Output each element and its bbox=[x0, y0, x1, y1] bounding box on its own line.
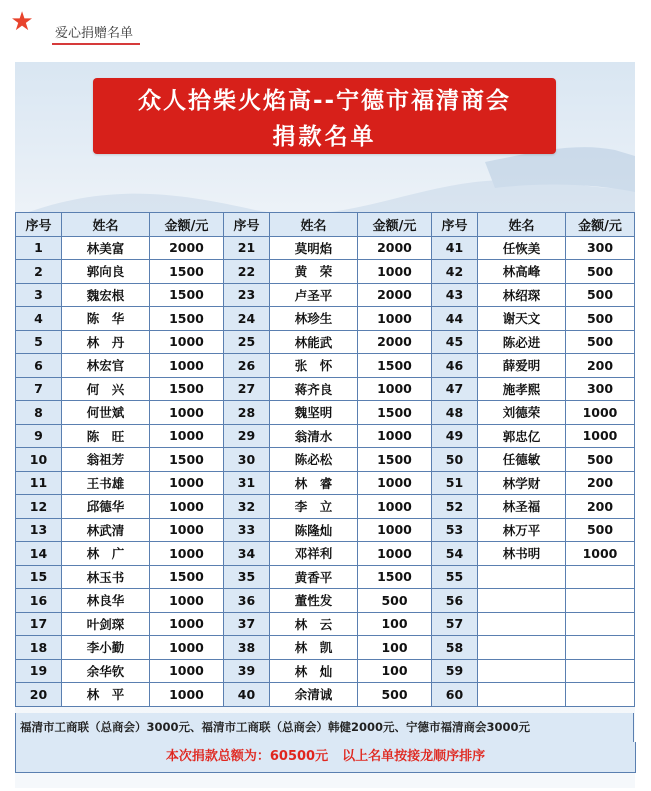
seq-cell: 3 bbox=[16, 283, 62, 307]
amount-cell: 1500 bbox=[358, 448, 432, 472]
table-row bbox=[16, 448, 635, 472]
table-row bbox=[16, 589, 635, 613]
star-icon: ★ bbox=[10, 7, 34, 37]
name-cell: 林学财 bbox=[478, 471, 566, 495]
name-cell: 林能武 bbox=[270, 330, 358, 354]
amount-cell: 1500 bbox=[150, 260, 224, 284]
name-cell bbox=[478, 659, 566, 683]
seq-cell: 57 bbox=[432, 612, 478, 636]
seq-cell: 5 bbox=[16, 330, 62, 354]
seq-cell: 14 bbox=[16, 542, 62, 566]
amount-cell bbox=[566, 612, 635, 636]
amount-cell bbox=[566, 636, 635, 660]
table-row bbox=[16, 424, 635, 448]
column-header: 序号 bbox=[224, 213, 270, 237]
table-row bbox=[16, 495, 635, 519]
amount-cell: 1500 bbox=[150, 283, 224, 307]
name-cell: 施孝熙 bbox=[478, 377, 566, 401]
seq-cell: 1 bbox=[16, 236, 62, 260]
name-cell: 陈隆灿 bbox=[270, 518, 358, 542]
table-row bbox=[16, 307, 635, 331]
table-row bbox=[16, 377, 635, 401]
donation-table bbox=[15, 212, 635, 707]
total-label: 本次捐款总额为： bbox=[165, 749, 270, 764]
name-cell: 陈必松 bbox=[270, 448, 358, 472]
amount-cell: 100 bbox=[358, 612, 432, 636]
name-cell: 林书明 bbox=[478, 542, 566, 566]
amount-cell: 300 bbox=[566, 236, 635, 260]
column-header: 姓名 bbox=[62, 213, 150, 237]
seq-cell: 50 bbox=[432, 448, 478, 472]
name-cell: 李小勤 bbox=[62, 636, 150, 660]
seq-cell: 40 bbox=[224, 683, 270, 707]
seq-cell: 58 bbox=[432, 636, 478, 660]
amount-cell: 1000 bbox=[150, 542, 224, 566]
amount-cell: 200 bbox=[566, 471, 635, 495]
name-cell: 林珍生 bbox=[270, 307, 358, 331]
amount-cell: 1000 bbox=[358, 377, 432, 401]
amount-cell: 1000 bbox=[150, 683, 224, 707]
name-cell: 郭向良 bbox=[62, 260, 150, 284]
seq-cell: 17 bbox=[16, 612, 62, 636]
name-cell: 林 丹 bbox=[62, 330, 150, 354]
name-cell: 陈 旺 bbox=[62, 424, 150, 448]
seq-cell: 27 bbox=[224, 377, 270, 401]
seq-cell: 47 bbox=[432, 377, 478, 401]
amount-cell: 1000 bbox=[358, 307, 432, 331]
seq-cell: 30 bbox=[224, 448, 270, 472]
column-header: 金额/元 bbox=[150, 213, 224, 237]
name-cell: 黄香平 bbox=[270, 565, 358, 589]
table-row bbox=[16, 659, 635, 683]
table-row bbox=[16, 683, 635, 707]
amount-cell: 1000 bbox=[358, 518, 432, 542]
name-cell: 林 广 bbox=[62, 542, 150, 566]
name-cell: 林玉书 bbox=[62, 565, 150, 589]
amount-cell bbox=[566, 683, 635, 707]
amount-cell: 1000 bbox=[358, 424, 432, 448]
seq-cell: 54 bbox=[432, 542, 478, 566]
seq-cell: 51 bbox=[432, 471, 478, 495]
seq-cell: 49 bbox=[432, 424, 478, 448]
column-header: 序号 bbox=[432, 213, 478, 237]
seq-cell: 59 bbox=[432, 659, 478, 683]
amount-cell: 1000 bbox=[150, 471, 224, 495]
amount-cell: 2000 bbox=[358, 236, 432, 260]
amount-cell: 1000 bbox=[150, 330, 224, 354]
seq-cell: 13 bbox=[16, 518, 62, 542]
total-summary bbox=[15, 742, 636, 773]
order-note: 以上名单按接龙顺序排序 bbox=[342, 749, 486, 764]
name-cell: 任恢美 bbox=[478, 236, 566, 260]
table-row bbox=[16, 283, 635, 307]
seq-cell: 24 bbox=[224, 307, 270, 331]
seq-cell: 9 bbox=[16, 424, 62, 448]
name-cell: 林 灿 bbox=[270, 659, 358, 683]
name-cell: 余华钦 bbox=[62, 659, 150, 683]
name-cell bbox=[478, 612, 566, 636]
amount-cell: 1000 bbox=[358, 471, 432, 495]
seq-cell: 53 bbox=[432, 518, 478, 542]
seq-cell: 4 bbox=[16, 307, 62, 331]
banner-title-line1: 众人拾柴火焰高--宁德市福清商会 bbox=[137, 88, 512, 114]
seq-cell: 43 bbox=[432, 283, 478, 307]
seq-cell: 55 bbox=[432, 565, 478, 589]
amount-cell: 2000 bbox=[358, 283, 432, 307]
seq-cell: 35 bbox=[224, 565, 270, 589]
amount-cell: 1000 bbox=[566, 424, 635, 448]
name-cell: 林圣福 bbox=[478, 495, 566, 519]
seq-cell: 60 bbox=[432, 683, 478, 707]
seq-cell: 10 bbox=[16, 448, 62, 472]
name-cell: 林 凯 bbox=[270, 636, 358, 660]
amount-cell: 1000 bbox=[566, 542, 635, 566]
total-value: 60500元 bbox=[269, 749, 329, 764]
name-cell: 林 平 bbox=[62, 683, 150, 707]
name-cell: 谢天文 bbox=[478, 307, 566, 331]
table-row bbox=[16, 636, 635, 660]
amount-cell: 1000 bbox=[150, 401, 224, 425]
seq-cell: 11 bbox=[16, 471, 62, 495]
seq-cell: 15 bbox=[16, 565, 62, 589]
seq-cell: 16 bbox=[16, 589, 62, 613]
column-header: 姓名 bbox=[478, 213, 566, 237]
section-title: 爱心捐赠名单 bbox=[55, 26, 134, 41]
table-row bbox=[16, 354, 635, 378]
seq-cell: 21 bbox=[224, 236, 270, 260]
amount-cell: 1500 bbox=[150, 377, 224, 401]
amount-cell: 1000 bbox=[150, 659, 224, 683]
name-cell: 邱德华 bbox=[62, 495, 150, 519]
amount-cell: 1500 bbox=[150, 565, 224, 589]
seq-cell: 56 bbox=[432, 589, 478, 613]
amount-cell: 1500 bbox=[150, 448, 224, 472]
name-cell: 何 兴 bbox=[62, 377, 150, 401]
name-cell: 何世斌 bbox=[62, 401, 150, 425]
amount-cell: 1000 bbox=[150, 612, 224, 636]
amount-cell: 1500 bbox=[358, 401, 432, 425]
name-cell: 余清诚 bbox=[270, 683, 358, 707]
seq-cell: 2 bbox=[16, 260, 62, 284]
column-header: 序号 bbox=[16, 213, 62, 237]
seq-cell: 31 bbox=[224, 471, 270, 495]
name-cell: 刘德荣 bbox=[478, 401, 566, 425]
name-cell: 林良华 bbox=[62, 589, 150, 613]
name-cell: 郭忠亿 bbox=[478, 424, 566, 448]
amount-cell: 1000 bbox=[150, 589, 224, 613]
amount-cell: 2000 bbox=[150, 236, 224, 260]
seq-cell: 33 bbox=[224, 518, 270, 542]
name-cell: 陈必进 bbox=[478, 330, 566, 354]
name-cell: 张 怀 bbox=[270, 354, 358, 378]
top-bar bbox=[0, 0, 651, 52]
name-cell: 林万平 bbox=[478, 518, 566, 542]
name-cell: 薛爱明 bbox=[478, 354, 566, 378]
seq-cell: 44 bbox=[432, 307, 478, 331]
seq-cell: 22 bbox=[224, 260, 270, 284]
amount-cell: 500 bbox=[566, 283, 635, 307]
table-row bbox=[16, 612, 635, 636]
name-cell: 李 立 bbox=[270, 495, 358, 519]
amount-cell: 500 bbox=[566, 260, 635, 284]
seq-cell: 29 bbox=[224, 424, 270, 448]
table-row bbox=[16, 260, 635, 284]
name-cell: 蒋齐良 bbox=[270, 377, 358, 401]
amount-cell bbox=[566, 589, 635, 613]
table-header-row bbox=[16, 213, 635, 237]
table-row bbox=[16, 542, 635, 566]
name-cell: 林 云 bbox=[270, 612, 358, 636]
amount-cell: 300 bbox=[566, 377, 635, 401]
seq-cell: 7 bbox=[16, 377, 62, 401]
name-cell: 林美富 bbox=[62, 236, 150, 260]
amount-cell: 1000 bbox=[150, 636, 224, 660]
section-title-underline bbox=[52, 43, 140, 45]
seq-cell: 41 bbox=[432, 236, 478, 260]
seq-cell: 28 bbox=[224, 401, 270, 425]
amount-cell: 500 bbox=[566, 518, 635, 542]
seq-cell: 8 bbox=[16, 401, 62, 425]
amount-cell: 1000 bbox=[358, 260, 432, 284]
amount-cell: 1500 bbox=[358, 565, 432, 589]
title-banner bbox=[93, 78, 556, 154]
name-cell: 邓祥利 bbox=[270, 542, 358, 566]
name-cell: 魏宏根 bbox=[62, 283, 150, 307]
amount-cell: 1000 bbox=[566, 401, 635, 425]
name-cell bbox=[478, 683, 566, 707]
seq-cell: 45 bbox=[432, 330, 478, 354]
amount-cell: 500 bbox=[566, 307, 635, 331]
seq-cell: 20 bbox=[16, 683, 62, 707]
seq-cell: 34 bbox=[224, 542, 270, 566]
name-cell: 叶剑琛 bbox=[62, 612, 150, 636]
seq-cell: 32 bbox=[224, 495, 270, 519]
name-cell: 林武清 bbox=[62, 518, 150, 542]
amount-cell: 1000 bbox=[358, 542, 432, 566]
name-cell bbox=[478, 636, 566, 660]
amount-cell: 1000 bbox=[358, 495, 432, 519]
name-cell: 林宏官 bbox=[62, 354, 150, 378]
amount-cell: 200 bbox=[566, 495, 635, 519]
amount-cell bbox=[566, 565, 635, 589]
seq-cell: 36 bbox=[224, 589, 270, 613]
seq-cell: 39 bbox=[224, 659, 270, 683]
column-header: 金额/元 bbox=[358, 213, 432, 237]
seq-cell: 19 bbox=[16, 659, 62, 683]
name-cell: 魏坚明 bbox=[270, 401, 358, 425]
amount-cell: 2000 bbox=[358, 330, 432, 354]
seq-cell: 6 bbox=[16, 354, 62, 378]
name-cell: 翁祖芳 bbox=[62, 448, 150, 472]
amount-cell: 100 bbox=[358, 636, 432, 660]
amount-cell: 500 bbox=[566, 330, 635, 354]
name-cell bbox=[478, 589, 566, 613]
seq-cell: 18 bbox=[16, 636, 62, 660]
seq-cell: 26 bbox=[224, 354, 270, 378]
amount-cell: 1000 bbox=[150, 495, 224, 519]
name-cell: 林高峰 bbox=[478, 260, 566, 284]
table-row bbox=[16, 518, 635, 542]
table-row bbox=[16, 565, 635, 589]
amount-cell: 1500 bbox=[150, 307, 224, 331]
seq-cell: 23 bbox=[224, 283, 270, 307]
name-cell bbox=[478, 565, 566, 589]
amount-cell: 1000 bbox=[150, 518, 224, 542]
seq-cell: 38 bbox=[224, 636, 270, 660]
name-cell: 董性发 bbox=[270, 589, 358, 613]
table-row bbox=[16, 236, 635, 260]
column-header: 金额/元 bbox=[566, 213, 635, 237]
seq-cell: 12 bbox=[16, 495, 62, 519]
name-cell: 黄 荣 bbox=[270, 260, 358, 284]
seq-cell: 48 bbox=[432, 401, 478, 425]
amount-cell: 1000 bbox=[150, 424, 224, 448]
table-row bbox=[16, 401, 635, 425]
table-row bbox=[16, 330, 635, 354]
name-cell: 任德敏 bbox=[478, 448, 566, 472]
amount-cell bbox=[566, 659, 635, 683]
amount-cell: 500 bbox=[566, 448, 635, 472]
seq-cell: 52 bbox=[432, 495, 478, 519]
table-row bbox=[16, 471, 635, 495]
organization-donations-note: 福清市工商联（总商会）3000元、福清市工商联（总商会）韩健2000元、宁德市福清商会3000元 bbox=[15, 713, 634, 742]
amount-cell: 500 bbox=[358, 683, 432, 707]
name-cell: 翁清水 bbox=[270, 424, 358, 448]
name-cell: 林绍琛 bbox=[478, 283, 566, 307]
column-header: 姓名 bbox=[270, 213, 358, 237]
banner-title-line2: 捐款名单 bbox=[272, 124, 377, 150]
name-cell: 卢圣平 bbox=[270, 283, 358, 307]
amount-cell: 100 bbox=[358, 659, 432, 683]
amount-cell: 200 bbox=[566, 354, 635, 378]
seq-cell: 37 bbox=[224, 612, 270, 636]
amount-cell: 1000 bbox=[150, 354, 224, 378]
name-cell: 王书雄 bbox=[62, 471, 150, 495]
name-cell: 莫明焰 bbox=[270, 236, 358, 260]
name-cell: 林 睿 bbox=[270, 471, 358, 495]
seq-cell: 25 bbox=[224, 330, 270, 354]
name-cell: 陈 华 bbox=[62, 307, 150, 331]
seq-cell: 42 bbox=[432, 260, 478, 284]
amount-cell: 500 bbox=[358, 589, 432, 613]
amount-cell: 1500 bbox=[358, 354, 432, 378]
seq-cell: 46 bbox=[432, 354, 478, 378]
